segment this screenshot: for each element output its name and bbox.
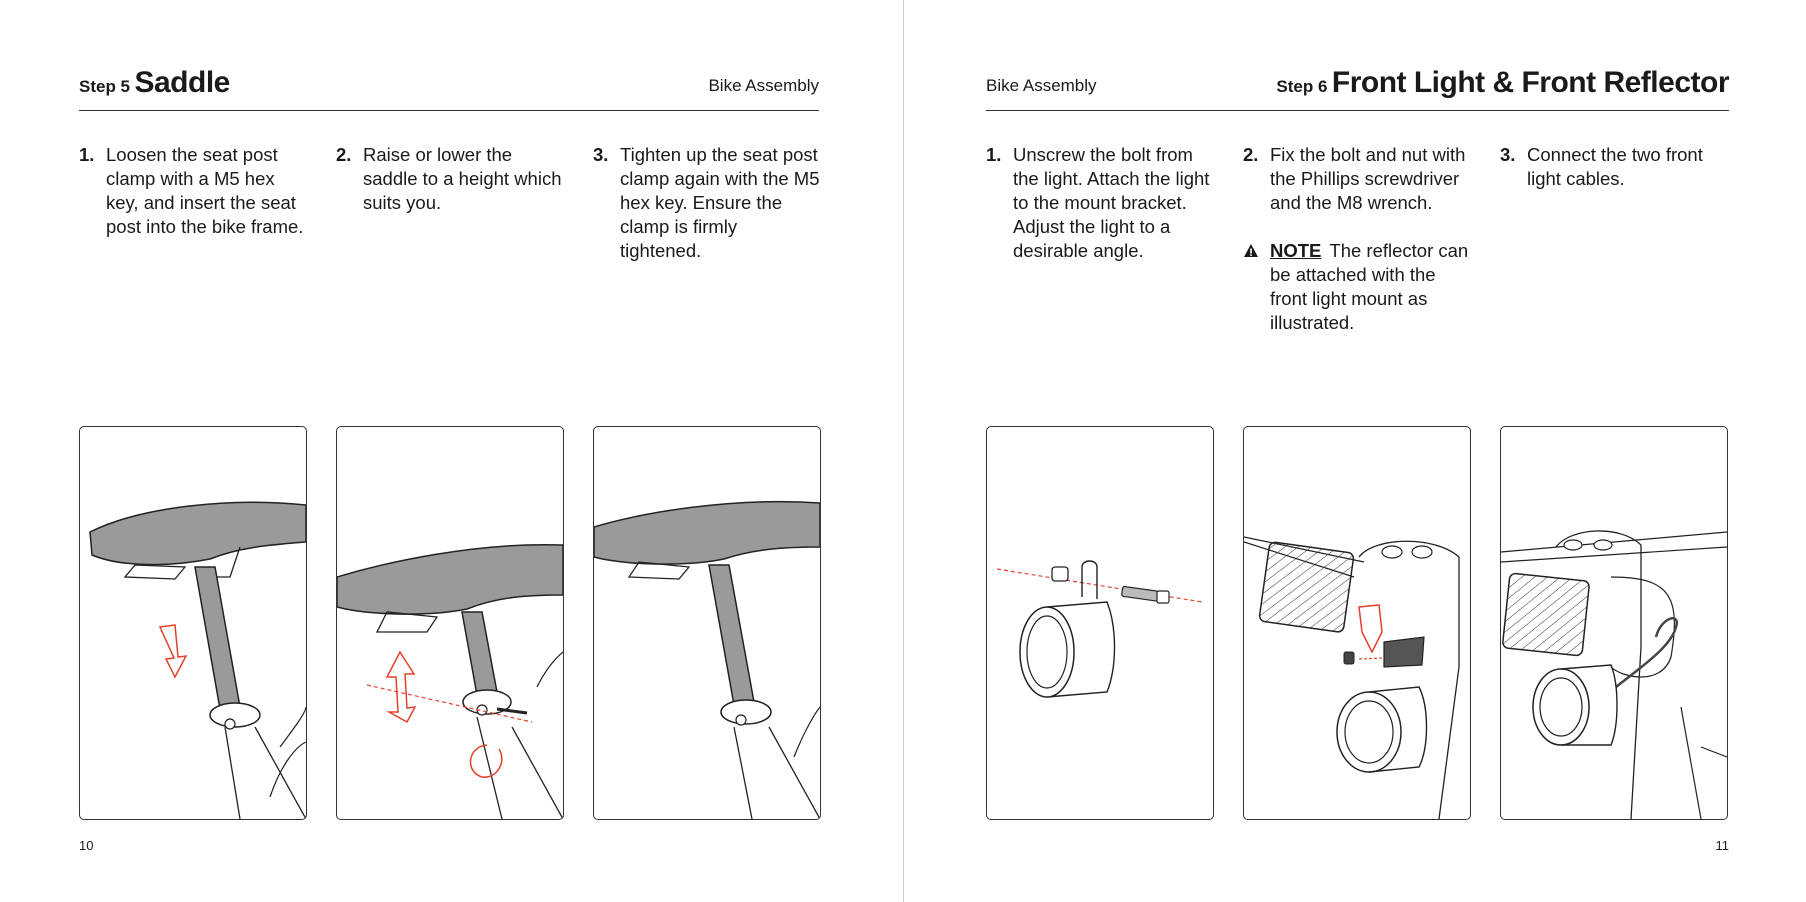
right-header xyxy=(986,62,1729,111)
illustration-panel-tighten xyxy=(593,426,821,820)
page-number: 10 xyxy=(79,838,94,853)
instruction-number: 2. xyxy=(336,144,352,165)
section-title: Bike Assembly xyxy=(986,76,1097,95)
step-heading xyxy=(1276,66,1729,100)
step-title: Saddle xyxy=(134,66,230,99)
instruction-text: Tighten up the seat post clamp again with the M5 hex key. Ensure the clamp is firmly tightened. xyxy=(620,144,820,261)
illustration-panel-cables xyxy=(1500,426,1728,820)
down-arrow-icon xyxy=(1359,605,1382,652)
light-mount-illustration xyxy=(1244,427,1470,819)
instruction-text: Fix the bolt and nut with the Phillips screwdriver and the M8 wrench. xyxy=(1270,144,1466,213)
step-label: Step 5 xyxy=(79,77,131,96)
instruction-item xyxy=(79,143,307,239)
left-header xyxy=(79,62,819,111)
note-label: NOTE xyxy=(1270,240,1322,261)
note-block xyxy=(1243,239,1471,335)
instruction-item xyxy=(986,143,1214,263)
instruction-item xyxy=(336,143,564,215)
instruction-number: 2. xyxy=(1243,144,1259,165)
saddle-tight-illustration xyxy=(594,427,820,819)
illustration-panel-mount xyxy=(1243,426,1471,820)
note-text: The reflector can be attached with the front light mount as illustrated. xyxy=(1270,240,1469,333)
instruction-number: 3. xyxy=(593,144,609,165)
instruction-text: Raise or lower the saddle to a height which suits you. xyxy=(363,144,562,213)
illustration-panel-light xyxy=(986,426,1214,820)
light-cables-illustration xyxy=(1501,427,1727,819)
section-title: Bike Assembly xyxy=(708,76,819,95)
instruction-text: Connect the two front light cables. xyxy=(1527,144,1703,189)
up-down-arrow-icon xyxy=(387,652,415,722)
front-light-illustration xyxy=(987,427,1213,819)
step-title: Front Light & Front Reflector xyxy=(1331,66,1729,99)
step-heading xyxy=(79,66,230,100)
instruction-number: 3. xyxy=(1500,144,1516,165)
instruction-item xyxy=(1500,143,1728,191)
rotate-icon xyxy=(471,745,502,777)
saddle-adjust-illustration xyxy=(337,427,563,819)
step-label: Step 6 xyxy=(1276,77,1328,96)
saddle-illustration xyxy=(80,427,306,819)
illustration-panel-adjust xyxy=(336,426,564,820)
instruction-item xyxy=(593,143,821,263)
instruction-number: 1. xyxy=(79,144,95,165)
down-arrow-icon xyxy=(160,625,186,677)
page-number: 11 xyxy=(1715,838,1729,853)
warning-icon xyxy=(1243,241,1259,265)
instruction-text: Unscrew the bolt from the light. Attach the light to the mount bracket. Adjust the light to a desirable angle. xyxy=(1013,144,1210,261)
illustration-panel-loosen xyxy=(79,426,307,820)
instruction-number: 1. xyxy=(986,144,1002,165)
instruction-item xyxy=(1243,143,1471,215)
instruction-text: Loosen the seat post clamp with a M5 hex key, and insert the seat post into the bike frame. xyxy=(106,144,304,237)
right-page xyxy=(903,0,1806,902)
